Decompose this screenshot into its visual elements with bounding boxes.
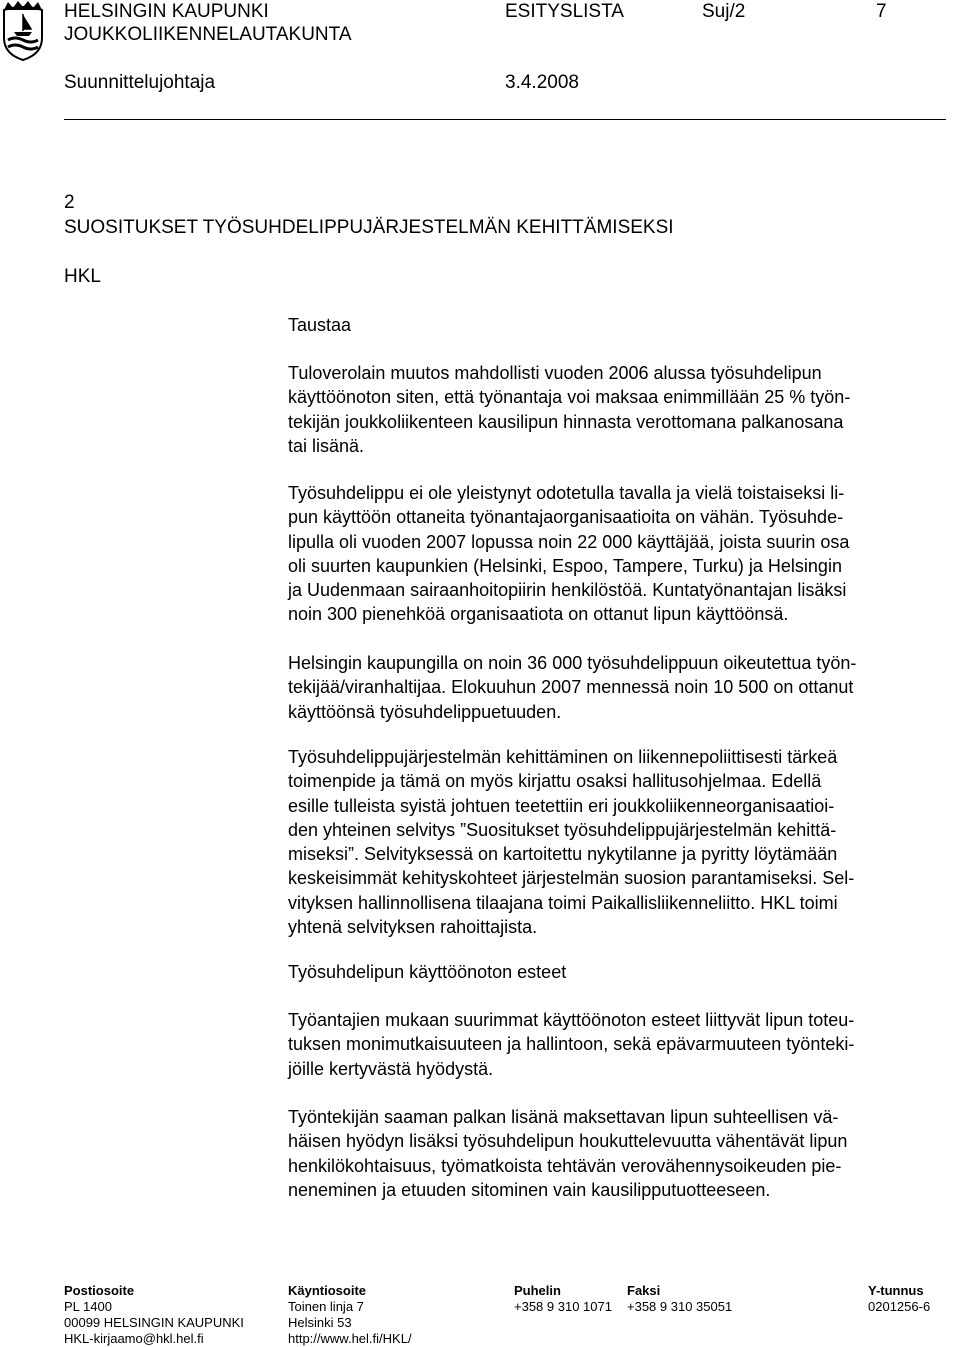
text-line: miseksi”. Selvityksessä on kartoitettu nykytilanne ja pyritty löytämään (288, 844, 838, 865)
paragraph-5 (288, 1008, 948, 1081)
text-line: Työsuhdelippu ei ole yleistynyt odotetulla tavalla ja vielä toistaiseksi li- (288, 483, 845, 503)
heading-esteet: Työsuhdelipun käyttöönoton esteet (288, 962, 567, 982)
header-divider (64, 119, 946, 120)
text-line: neneminen ja etuuden sitominen vain kausilipputuotteeseen. (288, 1179, 771, 1200)
item-org: HKL (64, 266, 101, 287)
text-line: Työsuhdelippujärjestelmän kehittäminen on liikennepoliittisesti tärkeä (288, 747, 838, 767)
footer-fax (627, 1283, 732, 1315)
text-line: oli suurten kaupunkien (Helsinki, Espoo, Tampere, Turku) ja Helsingin (288, 555, 842, 576)
text-line: Helsingin kaupungilla on noin 36 000 työsuhdelippuun oikeutettua työn- (288, 653, 857, 673)
footer-ytunnus (868, 1283, 930, 1315)
section-code: Suj/2 (702, 1, 746, 22)
footer-phone (514, 1283, 612, 1315)
footer-postal-line: PL 1400 (64, 1299, 112, 1314)
text-line: ja Uudenmaan sairaanhoitopiirin henkilöstöä. Kuntatyönantajan lisäksi (288, 580, 847, 601)
text-line: käyttöönsä työsuhdelippuetuuden. (288, 701, 562, 722)
footer-phone-label: Puhelin (514, 1283, 561, 1298)
text-line: Työantajien mukaan suurimmat käyttöönoton esteet liittyvät lipun toteu- (288, 1010, 855, 1030)
org-name: HELSINGIN KAUPUNKI (64, 1, 269, 22)
text-line: Työntekijän saaman palkan lisänä maksettavan lipun suhteellisen vä- (288, 1107, 839, 1127)
doc-type: ESITYSLISTA (505, 1, 624, 22)
text-line: esille tulleista syistä johtuen teetettiin eri joukkoliikenneorganisaatioi- (288, 795, 835, 816)
text-line: tekijän joukkoliikenteen kausilipun hinnasta verottomana palkanosana (288, 411, 844, 432)
paragraph-6 (288, 1105, 948, 1202)
doc-date: 3.4.2008 (505, 72, 579, 93)
footer-postal (64, 1283, 244, 1347)
footer-email: HKL-kirjaamo@hkl.hel.fi (64, 1331, 204, 1346)
footer-visit (288, 1283, 412, 1347)
text-line: jöille kertyvästä hyödystä. (288, 1058, 494, 1079)
text-line: vityksen hallinnollisena tilaajana toimi Paikallisliikenneliitto. HKL toimi (288, 892, 838, 913)
text-line: henkilökohtaisuus, työmatkoista tehtävän verovähennysoikeuden pie- (288, 1155, 842, 1176)
page-number: 7 (876, 1, 887, 22)
text-line: toimenpide ja tämä on myös kirjattu osaksi hallitusohjelmaa. Edellä (288, 771, 822, 792)
paragraph-3 (288, 651, 948, 724)
text-line: tekijää/viranhaltijaa. Elokuuhun 2007 mennessä noin 10 500 on ottanut (288, 677, 854, 698)
text-line: noin 300 pienehköä organisaatiota on ottanut lipun käyttöönsä. (288, 604, 789, 625)
text-line: den yhteinen selvitys ”Suositukset työsuhdelippujärjestelmän kehittä- (288, 819, 837, 840)
text-line: tai lisänä. (288, 435, 365, 456)
text-line: yhtenä selvityksen rahoittajista. (288, 917, 538, 938)
item-number: 2 (64, 192, 75, 213)
footer-visit-label: Käyntiosoite (288, 1283, 367, 1298)
footer-ytunnus-value: 0201256-6 (868, 1299, 931, 1314)
text-line: lipulla oli vuoden 2007 lopussa noin 22 000 käyttäjää, joista suurin osa (288, 531, 850, 552)
paragraph-1 (288, 361, 948, 458)
heading-taustaa: Taustaa (288, 315, 352, 335)
text-line: käyttöönoton siten, että työnantaja voi maksaa enimmillään 25 % työn- (288, 387, 851, 408)
text-line: Tuloverolain muutos mahdollisti vuoden 2006 alussa työsuhdelipun (288, 363, 822, 383)
paragraph-4 (288, 745, 948, 939)
footer-visit-line: Toinen linja 7 (288, 1299, 364, 1314)
footer-fax-number: +358 9 310 35051 (627, 1299, 733, 1314)
footer-visit-line: Helsinki 53 (288, 1315, 352, 1330)
footer-phone-number: +358 9 310 1071 (514, 1299, 612, 1314)
org-committee: JOUKKOLIIKENNELAUTAKUNTA (64, 24, 352, 45)
helsinki-crest-logo (0, 0, 46, 62)
footer-postal-line: 00099 HELSINGIN KAUPUNKI (64, 1315, 244, 1330)
text-line: pun käyttöön ottaneita työnantajaorganisaatioita on vähän. Työsuhde- (288, 507, 844, 528)
footer-fax-label: Faksi (627, 1283, 661, 1298)
footer-ytunnus-label: Y-tunnus (868, 1283, 924, 1298)
text-line: tuksen monimutkaisuuteen ja hallintoon, sekä epävarmuuteen työnteki- (288, 1034, 855, 1055)
text-line: häisen hyödyn lisäksi työsuhdelipun houkuttelevuutta vähentävät lipun (288, 1131, 848, 1152)
item-title: SUOSITUKSET TYÖSUHDELIPPUJÄRJESTELMÄN KEHITTÄMISEKSI (64, 217, 674, 238)
footer-postal-label: Postiosoite (64, 1283, 135, 1298)
author-role: Suunnittelujohtaja (64, 72, 216, 93)
paragraph-2 (288, 481, 948, 627)
text-line: keskeisimmät kehityskohteet järjestelmän suosion parantamiseksi. Sel- (288, 868, 855, 889)
footer-website: http://www.hel.fi/HKL/ (288, 1331, 412, 1346)
